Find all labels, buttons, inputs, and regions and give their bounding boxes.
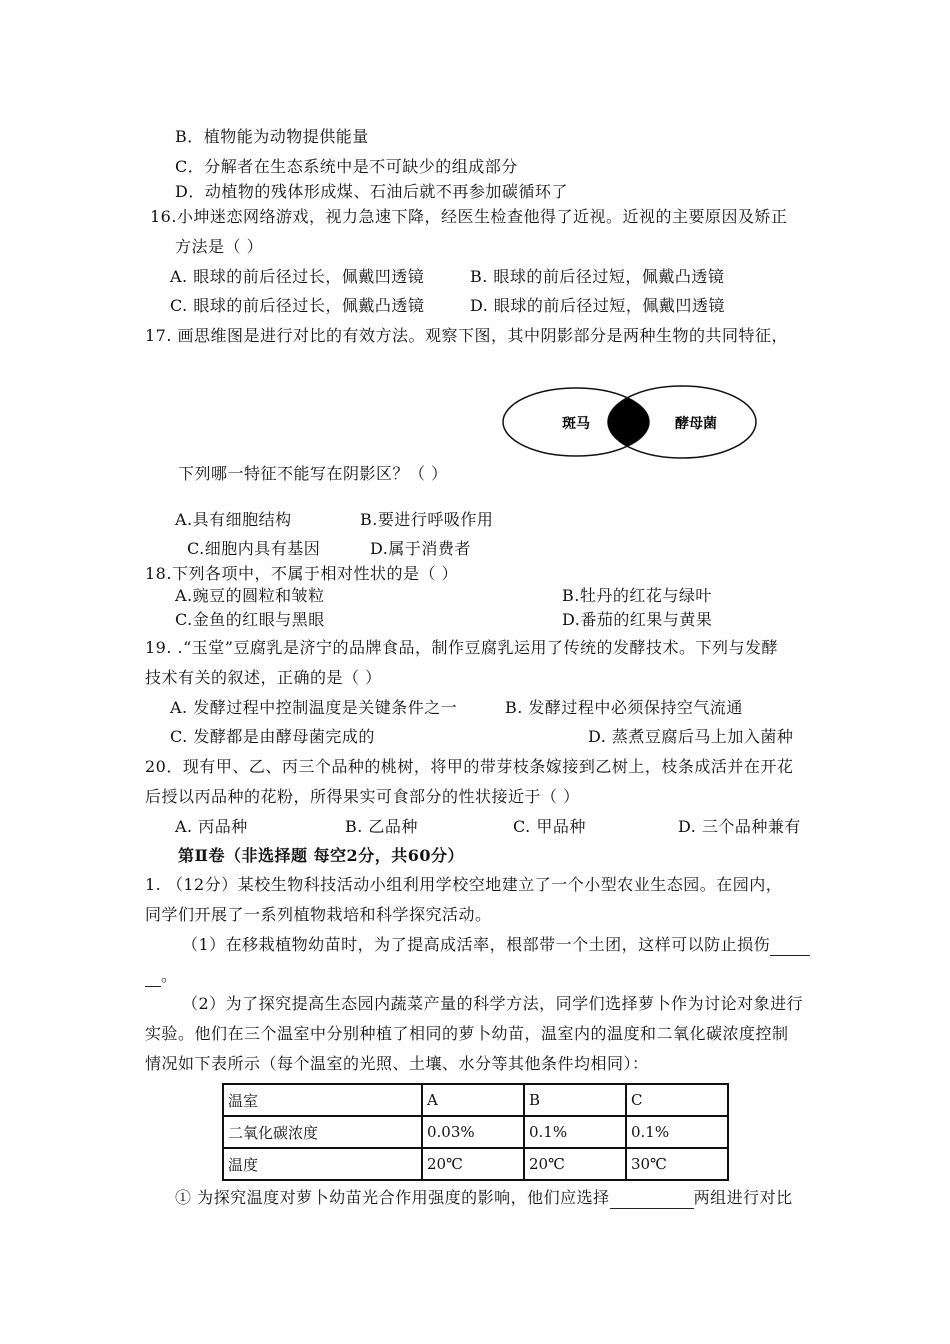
p1-sub2-line1: （2）为了探究提高生态园内蔬菜产量的科学方法，同学们选择萝卜作为讨论对象进行 bbox=[182, 994, 804, 1013]
p1-q-circle1-tail: 两组进行对比 bbox=[693, 1188, 793, 1207]
table-cell: C bbox=[626, 1084, 728, 1116]
table-cell: 20℃ bbox=[422, 1148, 524, 1180]
q18-option-b: B.牡丹的红花与绿叶 bbox=[562, 586, 712, 605]
table-cell: 0.1% bbox=[524, 1116, 626, 1148]
q20-option-c: C. 甲品种 bbox=[513, 817, 586, 836]
q18-option-a: A.豌豆的圆粒和皱粒 bbox=[175, 586, 325, 605]
section-2-title: 第Ⅱ卷（非选择题 每空2分，共60分） bbox=[178, 846, 464, 865]
q17-option-d: D.属于消费者 bbox=[370, 539, 471, 558]
venn-right-label: 酵母菌 bbox=[675, 416, 717, 432]
q19-option-d: D. 蒸煮豆腐后马上加入菌种 bbox=[588, 727, 794, 746]
q15-option-d: D．动植物的残体形成煤、石油后就不再参加碳循环了 bbox=[175, 182, 568, 201]
table-cell: 0.03% bbox=[422, 1116, 524, 1148]
p1-q-circle1-blank[interactable] bbox=[610, 1188, 694, 1209]
q17-stem-line1: 17. 画思维图是进行对比的有效方法。观察下图，其中阴影部分是两种生物的共同特征， bbox=[145, 326, 789, 345]
q20-option-d: D. 三个品种兼有 bbox=[678, 817, 801, 836]
q19-stem-line2: 技术有关的叙述，正确的是（ ） bbox=[145, 668, 382, 687]
table-cell: A bbox=[422, 1084, 524, 1116]
q16-option-b: B. 眼球的前后径过短，佩戴凸透镜 bbox=[470, 267, 725, 286]
q16-option-a: A. 眼球的前后径过长，佩戴凹透镜 bbox=[170, 267, 425, 286]
table-cell: 二氧化碳浓度 bbox=[223, 1116, 422, 1148]
p1-sub2-line3: 情况如下表所示（每个温室的光照、土壤、水分等其他条件均相同）： bbox=[145, 1054, 649, 1073]
p1-intro-line2: 同学们开展了一系列植物栽培和科学探究活动。 bbox=[145, 905, 492, 924]
q17-option-a: A.具有细胞结构 bbox=[175, 510, 292, 529]
q17-option-c: C.细胞内具有基因 bbox=[187, 539, 321, 558]
q15-option-b: B．植物能为动物提供能量 bbox=[175, 127, 369, 146]
q19-option-a: A. 发酵过程中控制温度是关键条件之一 bbox=[170, 698, 458, 717]
table-cell: B bbox=[524, 1084, 626, 1116]
table-cell: 温度 bbox=[223, 1148, 422, 1180]
p1-sub1-blank[interactable] bbox=[770, 935, 810, 956]
q20-option-b: B. 乙品种 bbox=[345, 817, 418, 836]
p1-sub1-blank-cont[interactable] bbox=[145, 966, 161, 987]
q16-option-c: C. 眼球的前后径过长，佩戴凸透镜 bbox=[170, 296, 425, 315]
p1-q-circle1-text: ① 为探究温度对萝卜幼苗光合作用强度的影响，他们应选择 bbox=[175, 1188, 610, 1207]
q15-option-c: C．分解者在生态系统中是不可缺少的组成部分 bbox=[175, 157, 518, 176]
table-cell: 0.1% bbox=[626, 1116, 728, 1148]
p1-sub1-text: （1）在移栽植物幼苗时，为了提高成活率，根部带一个土团，这样可以防止损伤 bbox=[182, 935, 771, 954]
q18-stem: 18.下列各项中，不属于相对性状的是（ ） bbox=[145, 564, 459, 583]
q19-option-c: C. 发酵都是由酵母菌完成的 bbox=[170, 727, 375, 746]
p1-sub2-line2: 实验。他们在三个温室中分别种植了相同的萝卜幼苗，温室内的温度和二氧化碳浓度控制 bbox=[145, 1024, 789, 1043]
q16-stem-line1: 16.小坤迷恋网络游戏，视力急速下降，经医生检查他得了近视。近视的主要原因及矫正 bbox=[150, 207, 788, 226]
q20-stem-line2: 后授以丙品种的花粉，所得果实可食部分的性状接近于（ ） bbox=[145, 787, 580, 806]
table-row bbox=[223, 1148, 728, 1180]
q18-option-d: D.番茄的红果与黄果 bbox=[562, 610, 713, 629]
venn-diagram bbox=[500, 384, 760, 464]
table-row bbox=[223, 1084, 728, 1116]
q20-stem-line1: 20．现有甲、乙、丙三个品种的桃树，将甲的带芽枝条嫁接到乙树上，枝条成活并在开花 bbox=[145, 757, 794, 776]
q17-stem-line2: 下列哪一特征不能写在阴影区？（ ） bbox=[178, 464, 448, 483]
table-row bbox=[223, 1116, 728, 1148]
q19-option-b: B. 发酵过程中必须保持空气流通 bbox=[505, 698, 743, 717]
q16-stem-line2: 方法是（ ） bbox=[175, 237, 264, 256]
p1-sub1-end: 。 bbox=[161, 966, 178, 985]
greenhouse-table bbox=[222, 1083, 729, 1181]
table-cell: 30℃ bbox=[626, 1148, 728, 1180]
q17-option-b: B.要进行呼吸作用 bbox=[360, 510, 494, 529]
p1-q-circle1 bbox=[175, 1188, 793, 1209]
q16-option-d: D. 眼球的前后径过短，佩戴凹透镜 bbox=[470, 296, 725, 315]
q19-stem-line1: 19. .“玉堂”豆腐乳是济宁的品牌食品，制作豆腐乳运用了传统的发酵技术。下列与发酵 bbox=[145, 638, 778, 657]
q20-option-a: A. 丙品种 bbox=[175, 817, 248, 836]
p1-sub1-line1 bbox=[182, 935, 810, 956]
p1-sub1-line2 bbox=[145, 966, 178, 987]
q18-option-c: C.金鱼的红眼与黑眼 bbox=[175, 610, 325, 629]
venn-left-label: 斑马 bbox=[562, 416, 590, 432]
table-cell: 温室 bbox=[223, 1084, 422, 1116]
table-cell: 20℃ bbox=[524, 1148, 626, 1180]
p1-intro-line1: 1. （12分）某校生物科技活动小组利用学校空地建立了一个小型农业生态园。在园内， bbox=[145, 875, 783, 894]
